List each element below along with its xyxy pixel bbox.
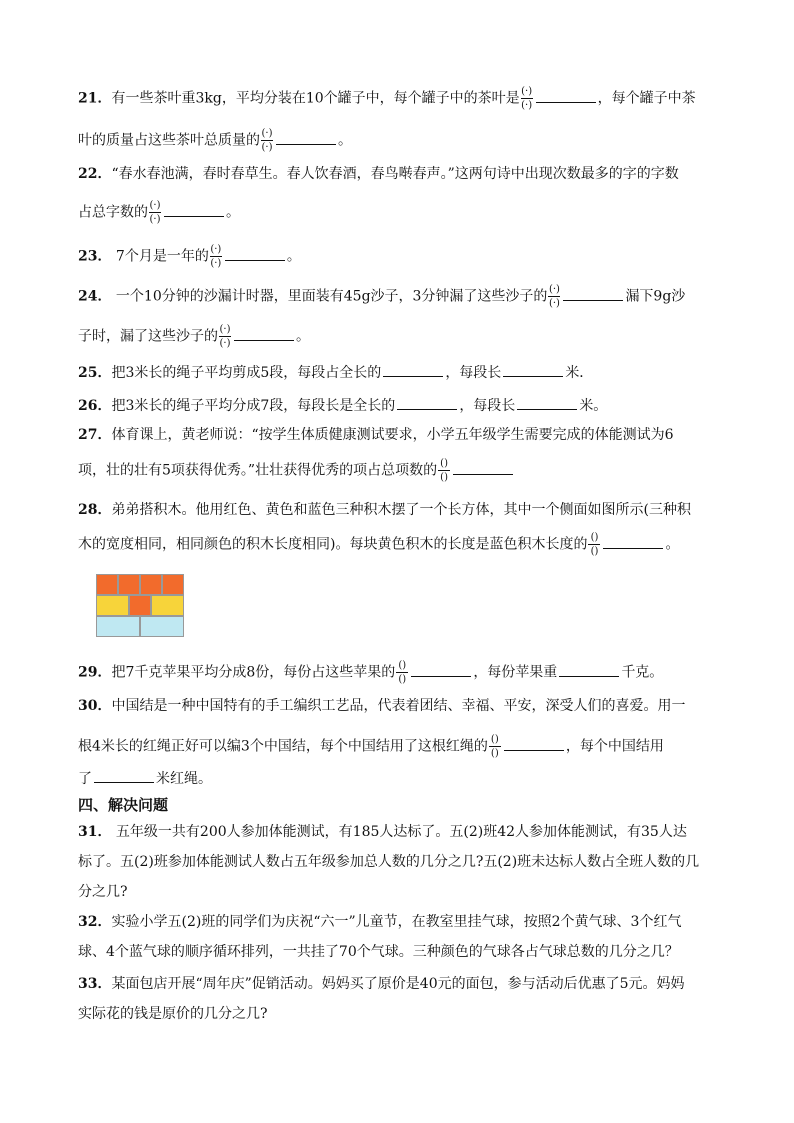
question-text: 叶的质量占这些茶叶总质量的: [78, 132, 260, 149]
question-text: 米．: [565, 365, 594, 381]
fraction-blank[interactable]: [438, 458, 450, 483]
section-heading: 四、解决问题: [78, 796, 169, 814]
fraction-denominator: (·): [261, 142, 273, 153]
question-text: 把3米长的绳子平均剪成5段，每段占全长的: [111, 365, 382, 381]
question-number: 27．: [78, 427, 112, 443]
fraction-denominator: (·): [548, 298, 560, 309]
question-number: 30．: [78, 698, 112, 714]
fraction-denominator: (·): [149, 214, 161, 225]
fraction-numerator: (·): [210, 244, 222, 255]
question-line-q27a: [78, 425, 674, 445]
fraction-denominator: (): [590, 546, 599, 557]
blue-block: [140, 616, 184, 637]
question-text: 。: [665, 536, 680, 553]
fraction-blank[interactable]: [219, 324, 231, 349]
question-text: 。: [226, 204, 240, 221]
answer-blank[interactable]: [234, 326, 294, 341]
yellow-block: [96, 595, 129, 616]
question-text: 体育课上，黄老师说：“按学生体质健康测试要求，小学五年级学生需要完成的体能测试为6: [111, 427, 674, 443]
question-text: 球、4个蓝气球的顺序循环排列，一共挂了70个气球。三种颜色的气球各占气球总数的几分之几？: [78, 944, 679, 960]
question-text: 实验小学五(2)班的同学们为庆祝“六一”儿童节，在教室里挂气球，按照2个黄气球、3个红气: [111, 914, 682, 930]
question-text: “春水春池满，春时春草生。春人饮春酒，春鸟啭春声。”这两句诗中出现次数最多的字的字数: [111, 166, 679, 182]
fraction-blank[interactable]: [396, 660, 408, 685]
question-number: 28．: [78, 502, 112, 518]
answer-blank[interactable]: [94, 768, 154, 783]
question-text: 中国结是一种中国特有的手工编织工艺品，代表着团结、幸福、平安，深受人们的喜爱。用一: [111, 698, 686, 714]
question-line-q27b: [78, 458, 515, 483]
answer-blank[interactable]: [225, 246, 285, 261]
fraction-numerator: (·): [149, 200, 161, 211]
fraction-numerator: (·): [261, 128, 273, 139]
question-line-q31a: [78, 822, 687, 842]
fraction-denominator: (): [440, 472, 448, 483]
question-text: 把7千克苹果平均分成8份，每份占这些苹果的: [111, 664, 396, 681]
question-text: ，每个罐子中茶: [597, 90, 696, 107]
red-block-row: [96, 574, 184, 595]
red-block: [162, 574, 184, 595]
fraction-bar: [261, 140, 273, 141]
question-line-q22a: [78, 164, 679, 184]
question-line-q32a: [78, 912, 681, 932]
question-text: 木的宽度相同，相同颜色的积木长度相同)。每块黄色积木的长度是蓝色积木长度的: [78, 536, 588, 553]
answer-blank[interactable]: [411, 662, 471, 677]
fraction-denominator: (·): [521, 100, 533, 111]
question-line-q31c: [78, 882, 128, 902]
question-text: 千克。: [621, 664, 664, 681]
fraction-bar: [588, 544, 600, 545]
question-number: 32．: [78, 914, 112, 930]
question-text: 米。: [579, 398, 608, 414]
question-line-q26: [78, 395, 607, 416]
answer-blank[interactable]: [536, 88, 596, 103]
question-line-q30c: [78, 768, 212, 789]
fraction-blank[interactable]: [261, 128, 273, 153]
question-text: ，每段长: [459, 398, 516, 414]
question-text: 某面包店开展“周年庆”促销活动。妈妈买了原价是40元的面包，参与活动后优惠了5元。妈妈: [111, 976, 685, 992]
answer-blank[interactable]: [517, 395, 577, 410]
question-line-q21a: [78, 86, 696, 111]
fraction-blank[interactable]: [210, 244, 222, 269]
fraction-bar: [489, 746, 501, 747]
question-text: 分之几?: [78, 884, 128, 900]
question-text: ，每份苹果重: [473, 664, 558, 681]
red-block: [118, 574, 140, 595]
answer-blank[interactable]: [276, 130, 336, 145]
fraction-bar: [210, 256, 222, 257]
question-text: 弟弟搭积木。他用红色、黄色和蓝色三种积木摆了一个长方体，其中一个侧面如图所示(三种积: [111, 502, 691, 518]
answer-blank[interactable]: [453, 460, 513, 475]
fraction-bar: [149, 212, 161, 213]
question-line-q28b: [78, 532, 679, 557]
answer-blank[interactable]: [164, 202, 224, 217]
red-block: [129, 595, 151, 616]
red-block: [140, 574, 162, 595]
fraction-blank[interactable]: [548, 284, 560, 309]
fraction-denominator: (·): [219, 338, 231, 349]
fraction-numerator: (·): [548, 284, 560, 295]
question-text: ，每段长: [445, 365, 502, 381]
answer-blank[interactable]: [504, 736, 564, 751]
fraction-bar: [396, 672, 408, 673]
question-text: 。: [296, 328, 310, 345]
question-text: 米红绳。: [156, 771, 212, 787]
fraction-blank[interactable]: [588, 532, 600, 557]
question-line-q30a: [78, 696, 685, 716]
question-line-q28a: [78, 500, 691, 520]
question-line-q24a: [78, 284, 685, 309]
question-text: ，每个中国结用: [565, 738, 664, 755]
yellow-block-row: [96, 595, 184, 616]
question-number: 33．: [78, 976, 112, 992]
fraction-blank[interactable]: [149, 200, 161, 225]
question-line-q32b: [78, 942, 679, 962]
question-number: 26．: [78, 398, 112, 414]
question-line-q24b: [78, 324, 310, 349]
fraction-bar: [438, 470, 450, 471]
question-line-q21b: [78, 128, 352, 153]
fraction-denominator: (): [398, 674, 407, 685]
fraction-numerator: (·): [219, 324, 231, 335]
question-text: 。: [286, 248, 301, 265]
question-text: 项，壮的壮有5项获得优秀。”壮壮获得优秀的项占总项数的: [78, 462, 438, 479]
answer-blank[interactable]: [559, 662, 619, 677]
fraction-blank[interactable]: [489, 734, 501, 759]
question-text: 7个月是一年的: [111, 248, 209, 265]
answer-blank[interactable]: [563, 286, 623, 301]
answer-blank[interactable]: [383, 362, 443, 377]
fraction-denominator: (): [490, 748, 499, 759]
question-number: 29．: [78, 664, 112, 681]
question-line-q23: [78, 244, 301, 269]
question-text: 子时，漏了这些沙子的: [78, 328, 218, 345]
question-number: 25．: [78, 365, 112, 381]
yellow-block: [151, 595, 184, 616]
question-text: 根4米长的红绳正好可以编3个中国结，每个中国结用了这根红绳的: [78, 738, 488, 755]
question-number: 21．: [78, 90, 112, 107]
question-text: 实际花的钱是原价的几分之几?: [78, 1006, 268, 1022]
question-text: 把3米长的绳子平均分成7段，每段长是全长的: [111, 398, 396, 414]
question-line-q22b: [78, 200, 240, 225]
question-number: 24．: [78, 288, 112, 305]
fraction-bar: [219, 336, 231, 337]
question-line-q33b: [78, 1004, 268, 1024]
question-number: 31．: [78, 824, 112, 840]
fraction-numerator: (): [490, 734, 499, 745]
question-text: 。: [338, 132, 352, 149]
question-number: 23．: [78, 248, 112, 265]
answer-blank[interactable]: [603, 534, 663, 549]
fraction-bar: [521, 98, 533, 99]
question-line-q30b: [78, 734, 664, 759]
fraction-blank[interactable]: [521, 86, 533, 111]
fraction-bar: [548, 296, 560, 297]
answer-blank[interactable]: [397, 395, 457, 410]
question-text: 一个10分钟的沙漏计时器，里面装有45g沙子，3分钟漏了这些沙子的: [111, 288, 548, 305]
question-line-q25: [78, 362, 593, 383]
block-figure: [96, 574, 184, 638]
blue-block: [96, 616, 140, 637]
question-text: 五年级一共有200人参加体能测试，有185人达标了。五(2)班42人参加体能测试，有35人达: [111, 824, 687, 840]
fraction-numerator: (): [398, 660, 407, 671]
question-text: 了: [78, 771, 92, 787]
question-line-q33a: [78, 974, 685, 994]
fraction-denominator: (·): [210, 258, 222, 269]
answer-blank[interactable]: [503, 362, 563, 377]
question-text: 有一些茶叶重3kg，平均分装在10个罐子中，每个罐子中的茶叶是: [111, 90, 520, 107]
question-line-q29: [78, 660, 663, 685]
blue-block-row: [96, 616, 184, 637]
red-block: [96, 574, 118, 595]
fraction-numerator: (): [440, 458, 448, 469]
question-text: 占总字数的: [78, 204, 148, 221]
question-text: 漏下9g沙: [625, 288, 686, 305]
question-number: 22．: [78, 166, 112, 182]
fraction-numerator: (): [590, 532, 599, 543]
question-line-q31b: [78, 852, 699, 872]
question-text: 标了。五(2)班参加体能测试人数占五年级参加总人数的几分之几?五(2)班未达标人数占全班人数的几: [78, 854, 700, 870]
fraction-numerator: (·): [521, 86, 533, 97]
